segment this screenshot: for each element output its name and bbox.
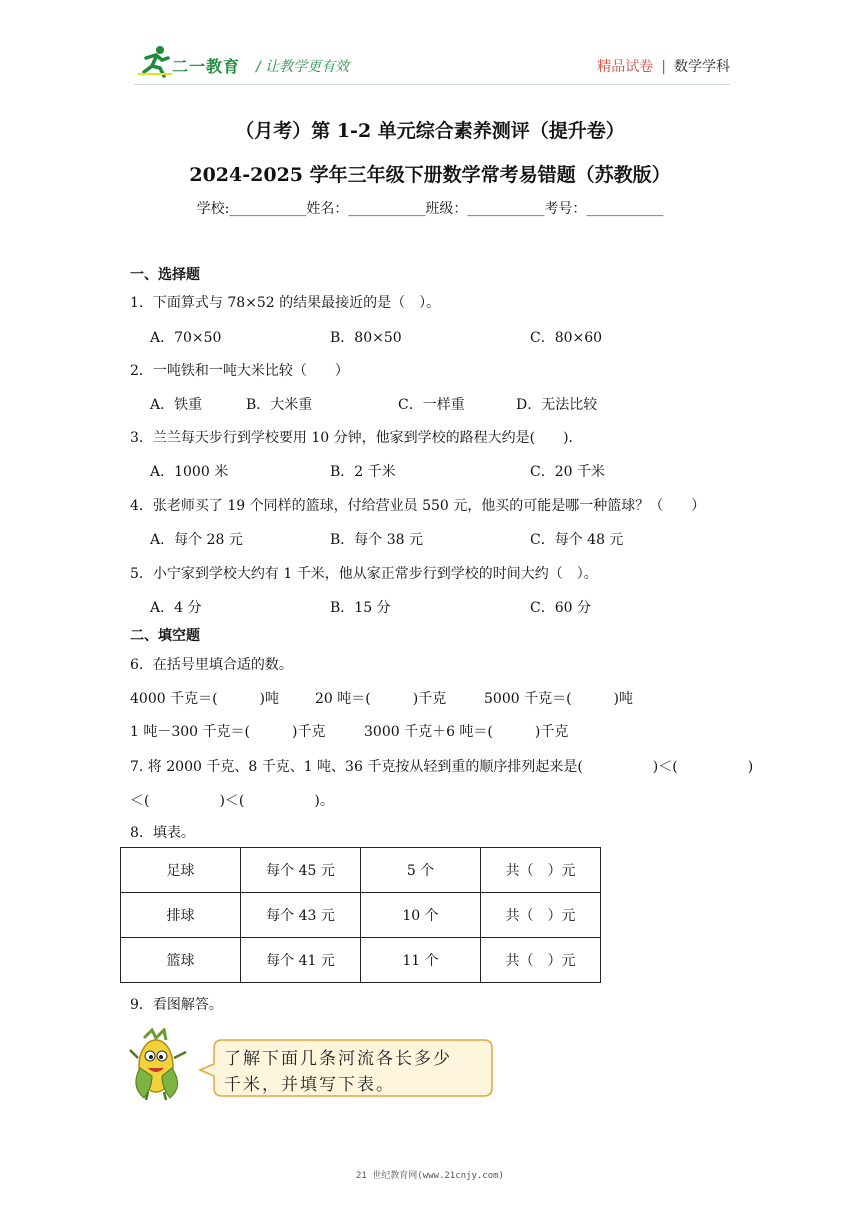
q3-option-a: A．1000 米 — [150, 464, 229, 480]
q4-option-b: B．每个 38 元 — [330, 532, 424, 548]
question-1: 1．下面算式与 78×52 的结果最接近的是（ ）。 — [130, 295, 441, 311]
table-row — [121, 848, 601, 893]
q6-blank-5: 3000 千克＋6 吨＝( )千克 — [364, 724, 569, 740]
question-2: 2．一吨铁和一吨大米比较（ ） — [130, 363, 349, 379]
bubble-text-line2: 千米，并填写下表。 — [224, 1075, 395, 1095]
table-cell: 共（ ）元 — [481, 938, 601, 983]
table-cell: 每个 45 元 — [241, 848, 361, 893]
q6-blank-3: 5000 千克＝( )吨 — [484, 691, 634, 707]
q3-option-b: B．2 千米 — [330, 464, 396, 480]
q5-option-b: B．15 分 — [330, 600, 391, 616]
table-cell: 共（ ）元 — [481, 848, 601, 893]
q1-option-c: C．80×60 — [530, 330, 603, 346]
q5-option-c: C．60 分 — [530, 600, 591, 616]
table-row — [121, 893, 601, 938]
question-7-line2: ＜( )＜( )。 — [130, 793, 334, 809]
q6-blank-4: 1 吨－300 千克＝( )千克 — [130, 724, 326, 740]
q6-blank-1: 4000 千克＝( )吨 — [130, 691, 280, 707]
price-table — [120, 847, 601, 983]
page-footer: 21 世纪教育网(www.21cnjy.com) — [356, 1171, 504, 1181]
question-5: 5．小宁家到学校大约有 1 千米，他从家正常步行到学校的时间大约（ ）。 — [130, 566, 598, 582]
q4-option-c: C．每个 48 元 — [530, 532, 624, 548]
table-cell: 10 个 — [361, 893, 481, 938]
bubble-text-line1: 了解下面几条河流各长多少 — [224, 1049, 452, 1069]
header-tags — [597, 56, 730, 76]
table-cell: 排球 — [121, 893, 241, 938]
table-cell: 共（ ）元 — [481, 893, 601, 938]
table-cell: 足球 — [121, 848, 241, 893]
table-cell: 篮球 — [121, 938, 241, 983]
corn-mascot-icon — [126, 1028, 194, 1102]
section-fill-heading: 二、填空题 — [130, 628, 200, 644]
tag-separator: | — [661, 59, 666, 75]
tag-subject: 数学学科 — [674, 59, 730, 75]
table-cell: 5 个 — [361, 848, 481, 893]
table-cell: 11 个 — [361, 938, 481, 983]
header-divider — [134, 84, 730, 85]
slogan: / 让教学更有效 — [256, 59, 350, 75]
question-3: 3．兰兰每天步行到学校要用 10 分钟，他家到学校的路程大约是( )． — [130, 430, 583, 446]
section-choice-heading: 一、选择题 — [130, 267, 200, 283]
q2-option-b: B．大米重 — [246, 397, 313, 413]
table-row — [121, 938, 601, 983]
tag-premium: 精品试卷 — [597, 59, 654, 75]
q6-blank-2: 20 吨＝( )千克 — [315, 691, 447, 707]
question-8: 8．填表。 — [130, 825, 195, 841]
q2-option-c: C．一样重 — [398, 397, 465, 413]
page-title: （月考）第 1-2 单元综合素养测评（提升卷） — [235, 120, 625, 142]
q4-option-a: A．每个 28 元 — [150, 532, 243, 548]
brand-name: 二一教育 — [172, 57, 241, 76]
question-9: 9．看图解答。 — [130, 997, 223, 1013]
table-cell: 每个 41 元 — [241, 938, 361, 983]
student-info-line: 学校:___________姓名：___________班级：___________考号：___________ — [196, 201, 664, 217]
page-subtitle: 2024-2025 学年三年级下册数学常考易错题（苏教版） — [189, 164, 671, 186]
question-4: 4．张老师买了 19 个同样的篮球，付给营业员 550 元，他买的可能是哪一种篮球？（ ） — [130, 498, 706, 514]
runner-logo-icon — [136, 44, 176, 78]
table-cell: 每个 43 元 — [241, 893, 361, 938]
q2-option-a: A．铁重 — [150, 397, 203, 413]
q1-option-b: B．80×50 — [330, 330, 402, 346]
q5-option-a: A．4 分 — [150, 600, 202, 616]
q3-option-c: C．20 千米 — [530, 464, 605, 480]
question-6: 6．在括号里填合适的数。 — [130, 657, 293, 673]
question-7-line1: 7. 将 2000 千克、8 千克、1 吨、36 千克按从轻到重的顺序排列起来是( )＜( ) — [130, 759, 754, 775]
q2-option-d: D．无法比较 — [516, 397, 598, 413]
q1-option-a: A．70×50 — [150, 330, 222, 346]
